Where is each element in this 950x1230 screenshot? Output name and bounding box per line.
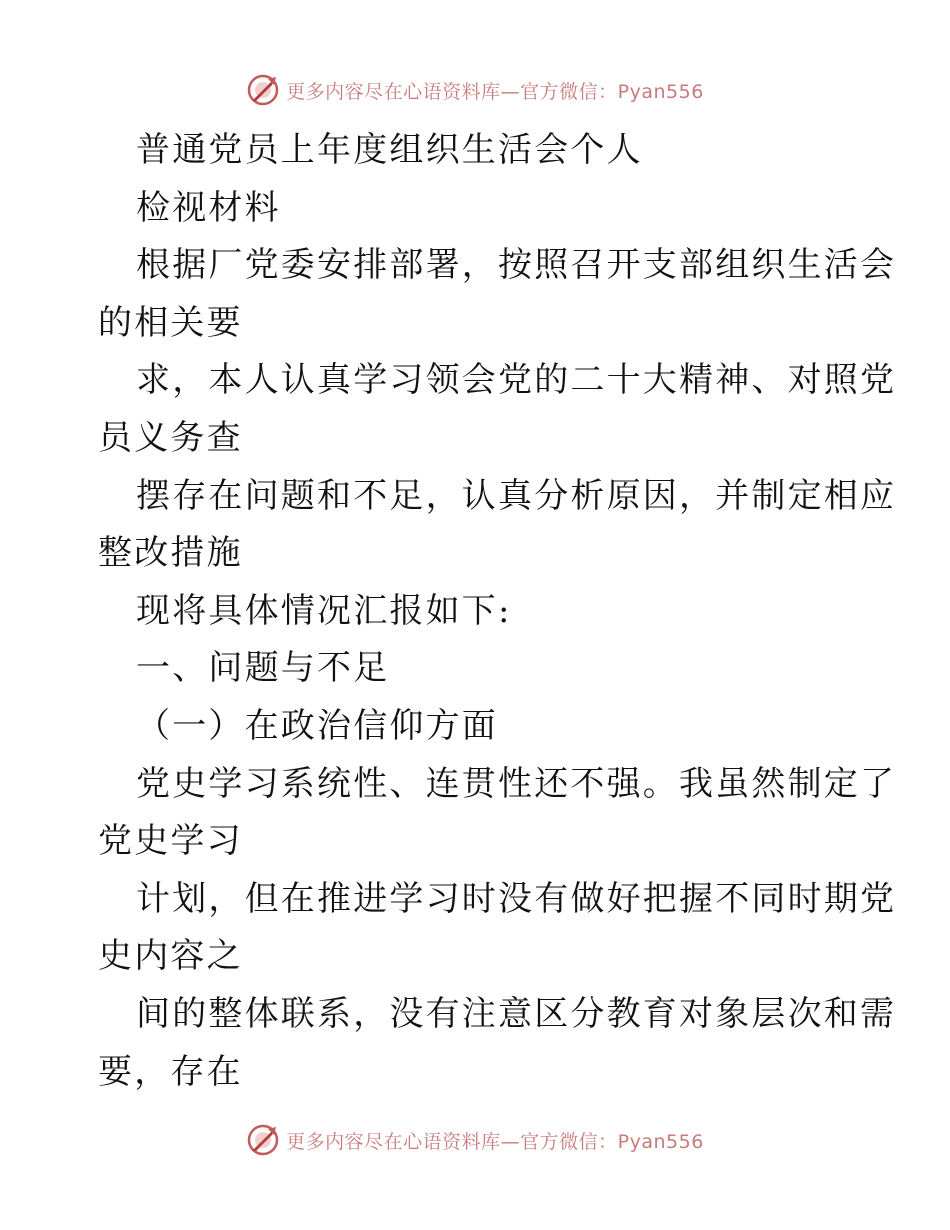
text-line: 要，存在 xyxy=(98,1051,243,1092)
watermark-header xyxy=(0,70,950,110)
text-line: 史内容之 xyxy=(98,936,243,977)
text-line: 党史学习系统性、连贯性还不强。我虽然制定了 xyxy=(136,763,897,804)
text-line: 求，本人认真学习领会党的二十大精神、对照党 xyxy=(136,360,897,401)
text-line: 现将具体情况汇报如下: xyxy=(136,590,512,631)
watermark-footer xyxy=(0,1120,950,1160)
watermark-text: 更多内容尽在心语资料库—官方微信：Pyan556 xyxy=(286,1130,704,1153)
text-line: 的相关要 xyxy=(98,302,243,343)
watermark-text: 更多内容尽在心语资料库—官方微信：Pyan556 xyxy=(286,80,704,103)
text-line: （一）在政治信仰方面 xyxy=(136,705,498,746)
text-line: 一、问题与不足 xyxy=(136,648,390,689)
text-line: 根据厂党委安排部署，按照召开支部组织生活会 xyxy=(136,245,897,286)
quill-logo-icon xyxy=(246,1123,280,1157)
text-line: 党史学习 xyxy=(98,821,243,862)
text-line: 整改措施 xyxy=(98,533,243,574)
text-line: 计划，但在推进学习时没有做好把握不同时期党 xyxy=(136,878,897,919)
text-line: 检视材料 xyxy=(136,187,281,228)
document-body xyxy=(98,122,897,1101)
text-line: 间的整体联系，没有注意区分教育对象层次和需 xyxy=(136,993,897,1034)
quill-logo-icon xyxy=(246,73,280,107)
text-line: 普通党员上年度组织生活会个人 xyxy=(136,130,643,170)
text-line: 员义务查 xyxy=(98,417,243,458)
text-line: 摆存在问题和不足，认真分析原因，并制定相应 xyxy=(136,475,897,516)
